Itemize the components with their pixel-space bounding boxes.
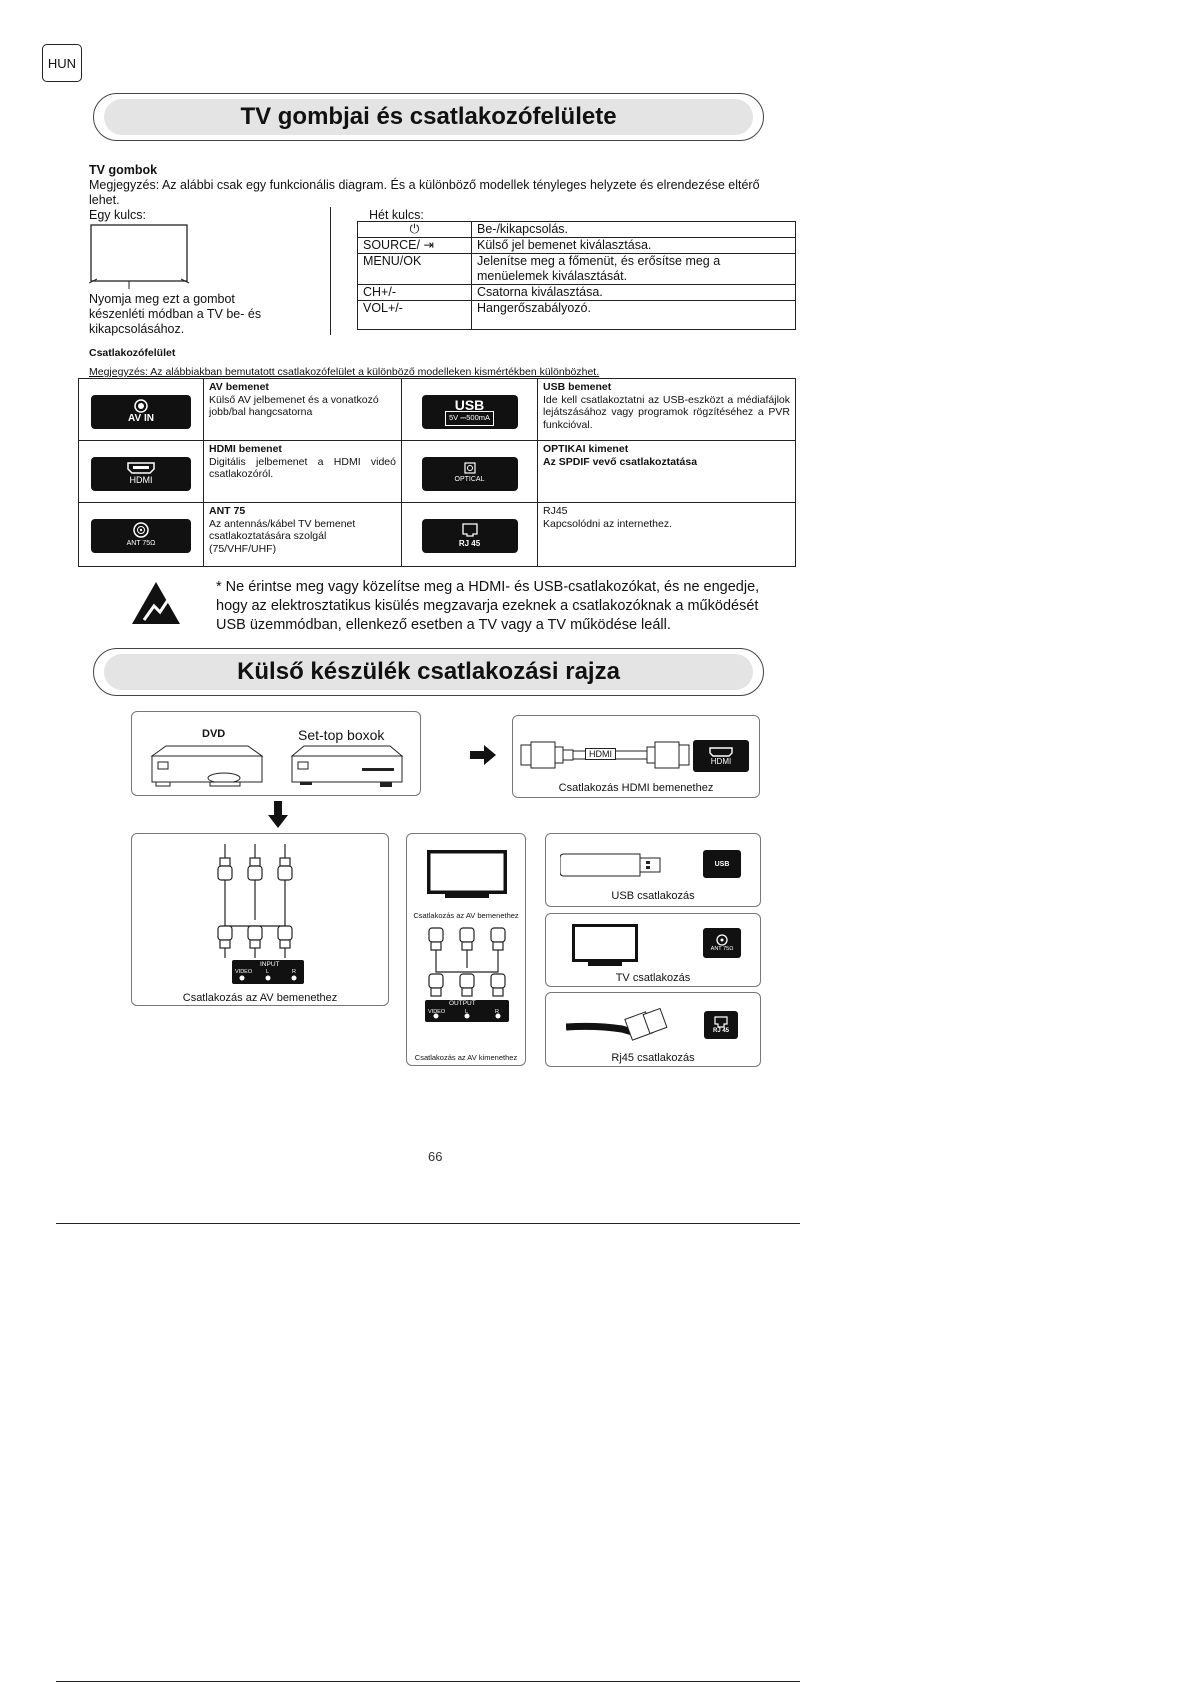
tv-caption: TV csatlakozás — [615, 972, 691, 984]
hdmi-caption: Csatlakozás HDMI bemenethez — [558, 782, 714, 794]
port-description: Az antennás/kábel TV bemenet csatlakoztatására szolgál (75/VHF/UHF) — [209, 517, 356, 555]
port-label: ANT 75Ω — [126, 539, 156, 547]
key-description: Hangerőszabályozó. — [472, 301, 796, 330]
port-title: HDMI bemenet — [209, 443, 282, 455]
rj45-caption: Rj45 csatlakozás — [611, 1052, 695, 1064]
dvd-label: DVD — [202, 728, 226, 740]
key-name: ⏻ — [358, 222, 472, 238]
table-row — [79, 503, 796, 567]
port-description: Digitális jelbemenet a HDMI videó csatlakozóról. — [209, 455, 396, 480]
av-input-box — [131, 833, 389, 1006]
divider-vertical — [330, 207, 331, 335]
rj45-port-illustration — [704, 1011, 738, 1039]
rj45-port — [422, 519, 518, 553]
esd-warning-icon — [130, 580, 182, 626]
port-info — [538, 503, 796, 567]
ports-table — [78, 378, 796, 567]
port-info — [204, 503, 402, 567]
section-title-buttons: TV gombjai és csatlakozófelülete — [104, 99, 753, 135]
divider-line-bottom — [56, 1681, 800, 1682]
usb-port-label: USB — [714, 860, 730, 868]
port-title: OPTIKAI kimenet — [543, 443, 629, 455]
hdmi-port-label: HDMI — [710, 756, 732, 766]
hdmi-icon — [708, 747, 734, 757]
ports-heading: Csatlakozófelület — [89, 347, 176, 359]
tv-illustration-antenna — [570, 922, 640, 968]
usb-caption: USB csatlakozás — [611, 890, 695, 902]
port-title: USB bemenet — [543, 381, 612, 393]
key-name: SOURCE/ ⇥ — [358, 238, 472, 254]
port-cell — [402, 503, 538, 567]
rca-cable-illustration-output — [407, 922, 527, 1042]
source-devices-box — [131, 711, 421, 796]
port-cell — [79, 379, 204, 441]
av-output-box — [406, 833, 526, 1066]
port-cell — [79, 503, 204, 567]
seven-key-table — [357, 221, 796, 330]
table-row — [79, 441, 796, 503]
tv-button-diagram — [89, 223, 191, 291]
table-row — [358, 285, 796, 301]
av-in-small-caption: Csatlakozás az AV bemenethez — [413, 911, 519, 920]
key-description: Csatorna kiválasztása. — [472, 285, 796, 301]
av-in-port — [91, 395, 191, 429]
usb-port-illustration — [703, 850, 741, 878]
arrow-right-icon — [470, 745, 496, 765]
key-description: Külső jel bemenet kiválasztása. — [472, 238, 796, 254]
hdmi-cable-label: HDMI — [585, 748, 616, 760]
ports-note: Megjegyzés: Az alábbiakban bemutatott csatlakozófelület a különböző modelleken kismértékben különbözhet. — [89, 366, 600, 378]
table-row — [358, 238, 796, 254]
key-name: CH+/- — [358, 285, 472, 301]
port-label: OPTICAL — [454, 475, 485, 483]
ethernet-icon — [714, 1016, 728, 1028]
section-banner-connection — [93, 648, 764, 696]
ethernet-cable-illustration — [566, 1005, 670, 1049]
port-label: AV IN — [128, 412, 154, 424]
key-name: MENU/OK — [358, 254, 472, 285]
key-description: Jelenítse meg a főmenüt, és erősítse meg a menüelemek kiválasztását. — [472, 254, 796, 285]
input-label: INPUT — [260, 961, 280, 968]
dvd-settop-illustration — [150, 742, 410, 792]
port-cell — [402, 441, 538, 503]
output-label: OUTPUT — [449, 1000, 476, 1007]
arrow-down-icon — [268, 801, 288, 828]
antenna-port — [91, 519, 191, 553]
table-row — [358, 301, 796, 330]
hdmi-icon — [126, 462, 156, 474]
optical-port — [422, 457, 518, 491]
hdmi-connection-box — [512, 715, 760, 798]
esd-warning-text: * Ne érintse meg vagy közelítse meg a HDMI- és USB-csatlakozókat, és ne engedje, hogy az elektrosztatikus kisülés megzavarja ezeknek a csatlakozóknak a működését USB üzemmódban, ellenkező esetben a TV vagy a TV működése leáll. — [216, 579, 760, 633]
coax-icon — [133, 522, 149, 538]
one-key-label: Egy kulcs: — [89, 208, 146, 222]
one-key-description: Nyomja meg ezt a gombot készenléti módban a TV be- és kikapcsolásához. — [89, 292, 262, 336]
ethernet-icon — [461, 522, 479, 538]
hdmi-port-illustration — [693, 740, 749, 772]
right-label-output: R — [495, 1009, 499, 1015]
video-label-output: VIDEO — [428, 1009, 446, 1015]
port-info — [204, 379, 402, 441]
rj45-connection-box — [545, 992, 761, 1067]
port-title: ANT 75 — [209, 505, 246, 517]
port-cell — [402, 379, 538, 441]
port-label: HDMI — [129, 474, 153, 485]
tv-connection-box — [545, 913, 761, 987]
divider-line — [56, 1223, 800, 1224]
table-row — [358, 222, 796, 238]
key-name: VOL+/- — [358, 301, 472, 330]
usb-connection-box — [545, 833, 761, 907]
port-description: Az SPDIF vevő csatlakoztatása — [543, 455, 698, 468]
port-title: AV bemenet — [209, 381, 269, 393]
av-jack-icon — [134, 399, 148, 413]
port-label: RJ 45 — [458, 538, 481, 548]
video-label: VIDEO — [235, 969, 253, 975]
page-number: 66 — [428, 1149, 443, 1164]
left-label: L — [266, 969, 270, 975]
buttons-heading: TV gombok — [89, 163, 158, 177]
port-description: Külső AV jelbemenet és a vonatkozó jobb/bal hangcsatorna — [209, 393, 379, 418]
table-row — [79, 379, 796, 441]
tv-illustration — [425, 848, 509, 900]
port-info — [204, 441, 402, 503]
section-title-connection: Külső készülék csatlakozási rajza — [104, 654, 753, 690]
key-description: Be-/kikapcsolás. — [472, 222, 796, 238]
antenna-port-illustration — [703, 928, 741, 958]
language-badge: HUN — [42, 44, 82, 82]
hdmi-port — [91, 457, 191, 491]
left-label-output: L — [465, 1009, 469, 1015]
port-sublabel: 5V ⎓500mA — [445, 411, 494, 426]
av-input-caption: Csatlakozás az AV bemenethez — [182, 992, 338, 1004]
port-label: USB — [454, 396, 485, 413]
usb-stick-illustration — [560, 850, 672, 880]
usb-port — [422, 395, 518, 429]
port-info — [538, 379, 796, 441]
optical-icon — [464, 462, 476, 474]
rca-cable-illustration — [132, 834, 390, 994]
av-output-caption: Csatlakozás az AV kimenethez — [414, 1053, 518, 1062]
port-description: Kapcsolódni az internethez. — [543, 517, 672, 530]
port-title: RJ45 — [543, 505, 568, 517]
section-banner-buttons — [93, 93, 764, 141]
antenna-port-label: ANT 75Ω — [710, 946, 734, 952]
port-cell — [79, 441, 204, 503]
seven-key-label: Hét kulcs: — [369, 208, 424, 222]
right-label: R — [292, 969, 296, 975]
table-row — [358, 254, 796, 285]
coax-icon — [716, 934, 728, 946]
port-description: Ide kell csatlakoztatni az USB-eszközt a médiafájlok lejátszásához vagy programok rögzítéséhez a PVR funkcióval. — [543, 393, 790, 431]
rj45-port-label: RJ 45 — [712, 1028, 729, 1034]
buttons-note: Megjegyzés: Az alábbi csak egy funkcionális diagram. És a különböző modellek tényleges helyzete és elrendezése eltérő lehet. — [89, 178, 760, 207]
port-info — [538, 441, 796, 503]
settop-label: Set-top boxok — [298, 727, 385, 743]
